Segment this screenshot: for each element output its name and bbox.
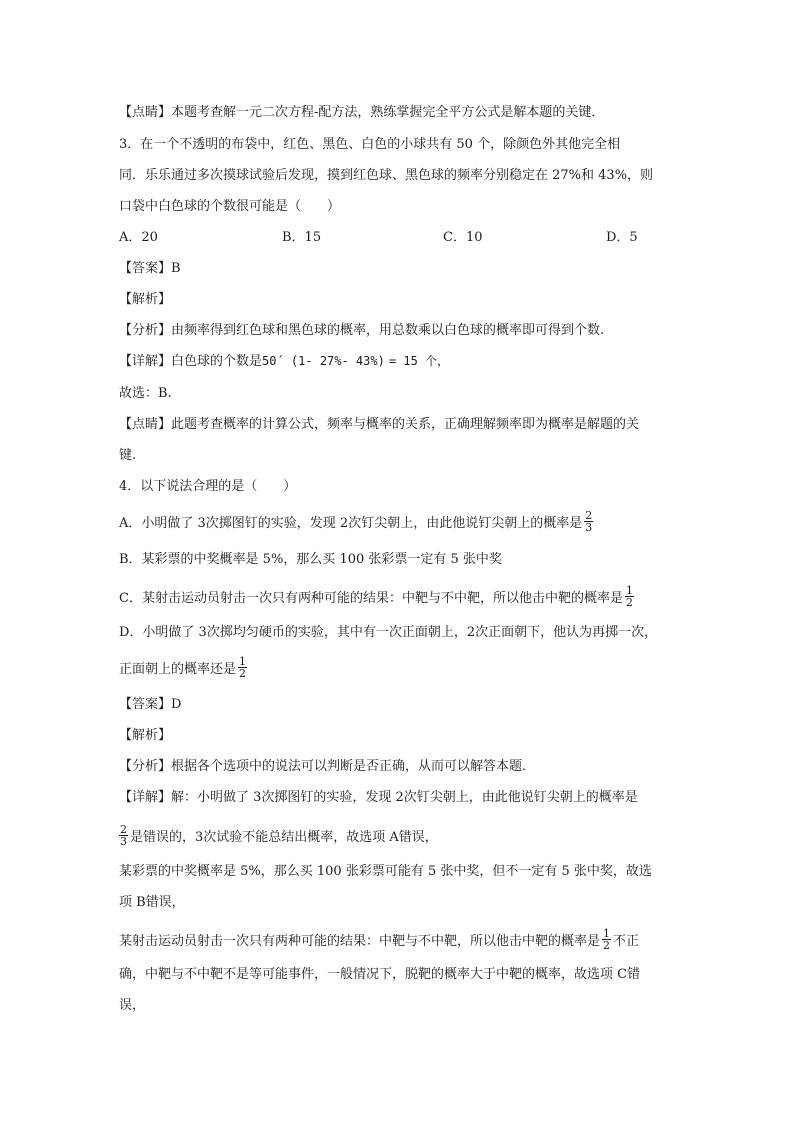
- q4-xiangjie-line7: 误，: [119, 998, 146, 1013]
- q4-xiangjie-line5-tail: 不正: [613, 934, 640, 949]
- q4-option-c-text: C．某射击运动员射击一次只有两种可能的结果：中靶与不中靶，所以他击中靶的概率是: [119, 591, 623, 606]
- q4-xiangjie-line1: 【详解】解：小明做了 3次掷图钉的实验，发现 2次钉尖朝上，由此他说钉尖朝上的概率是: [119, 790, 638, 805]
- q4-option-a: [119, 509, 595, 535]
- q3-stem-line2: 同．乐乐通过多次摸球试验后发现，摸到红色球、黑色球的频率分别稳定在 27%和 43%，则: [119, 168, 654, 183]
- fraction-denominator: 2: [603, 939, 611, 952]
- q4-option-a-fraction: [584, 510, 593, 533]
- fraction-denominator: 3: [585, 521, 593, 534]
- q3-option-b: B．15: [282, 230, 322, 245]
- q4-option-d-line1: D．小明做了 3次掷均匀硬币的实验，其中有一次正面朝上，2次正面朝下，他认为再掷一次，: [119, 625, 658, 640]
- q4-stem: 4．以下说法合理的是（ ）: [119, 479, 297, 494]
- q3-jiexi: 【解析】: [119, 292, 172, 307]
- q3-options: [119, 229, 679, 247]
- q4-option-c: [119, 584, 636, 610]
- q4-xiangjie-line5-fraction: [602, 928, 611, 951]
- fraction-denominator: 3: [120, 835, 127, 848]
- q3-option-c: C．10: [443, 230, 483, 245]
- fraction-denominator: 2: [239, 667, 247, 680]
- q4-jiexi: 【解析】: [119, 728, 172, 743]
- fraction-numerator: 2: [585, 509, 593, 522]
- q4-xiangjie-line2: [119, 823, 438, 849]
- fraction-numerator: 1: [603, 927, 611, 940]
- q4-xiangjie-line4: 项 B错误，: [119, 895, 185, 910]
- q3-stem-line3: 口袋中白色球的个数很可能是（ ）: [119, 199, 341, 214]
- q4-answer: 【答案】D: [119, 697, 182, 712]
- q4-xiangjie-fraction: [119, 824, 128, 847]
- q3-fenxi: 【分析】由频率得到红色球和黑色球的概率，用总数乘以白色球的概率即可得到个数.: [119, 323, 605, 338]
- q3-xiangjie: [119, 352, 449, 371]
- q4-option-a-text: A．小明做了 3次掷图钉的实验，发现 2次钉尖朝上，由此他说钉尖朝上的概率是: [119, 516, 583, 531]
- q3-xiangjie-label: 【详解】白色球的个数是: [119, 354, 263, 369]
- q4-xiangjie-line3: 某彩票的中奖概率是 5%，那么买 100 张彩票可能有 5 张中奖，但不一定有 5 张中奖，故选: [119, 864, 652, 879]
- q3-option-a: A．20: [119, 230, 158, 245]
- q3-xiangjie-result: = 15 个，: [388, 354, 450, 368]
- q4-xiangjie-line5-text: 某射击运动员射击一次只有两种可能的结果：中靶与不中靶，所以他击中靶的概率是: [119, 934, 601, 949]
- fraction-numerator: 1: [625, 584, 633, 597]
- q3-answer: 【答案】B: [119, 261, 181, 276]
- q4-option-d-line2: [119, 655, 249, 681]
- fraction-numerator: 1: [239, 655, 247, 668]
- q3-guxuan: 故选：B.: [119, 386, 172, 401]
- q4-xiangjie-line6: 确，中靶与不中靶不是等可能事件，一般情况下，脱靶的概率大于中靶的概率，故选项 C错: [119, 967, 641, 982]
- q4-option-c-fraction: [625, 585, 634, 608]
- q4-fenxi: 【分析】根据各个选项中的说法可以判断是否正确，从而可以解答本题．: [119, 759, 536, 774]
- q4-option-b: B．某彩票的中奖概率是 5%，那么买 100 张彩票一定有 5 张中奖: [119, 552, 502, 567]
- q3-dianjing-line1: 【点睛】此题考查概率的计算公式，频率与概率的关系，正确理解频率即为概率是解题的关: [119, 417, 640, 432]
- q3-option-d: D．5: [606, 230, 638, 245]
- q4-xiangjie-line2-text: 是错误的，3次试验不能总结出概率，故选项 A错误，: [130, 830, 438, 845]
- q2-dianjing: 【点睛】本题考查解一元二次方程-配方法，熟练掌握完全平方公式是解本题的关键．: [119, 105, 605, 120]
- q3-dianjing-line2: 键.: [119, 448, 137, 463]
- q3-xiangjie-formula: 50´ (1- 27%- 43%): [262, 354, 385, 368]
- q4-option-d-text: 正面朝上的概率还是: [119, 662, 237, 677]
- fraction-numerator: 2: [120, 823, 127, 836]
- fraction-denominator: 2: [625, 596, 633, 609]
- q4-option-d-fraction: [238, 656, 247, 679]
- q4-xiangjie-line5: [119, 927, 640, 953]
- q3-stem-line1: 3．在一个不透明的布袋中，红色、黑色、白色的小球共有 50 个，除颜色外其他完全相: [119, 137, 621, 152]
